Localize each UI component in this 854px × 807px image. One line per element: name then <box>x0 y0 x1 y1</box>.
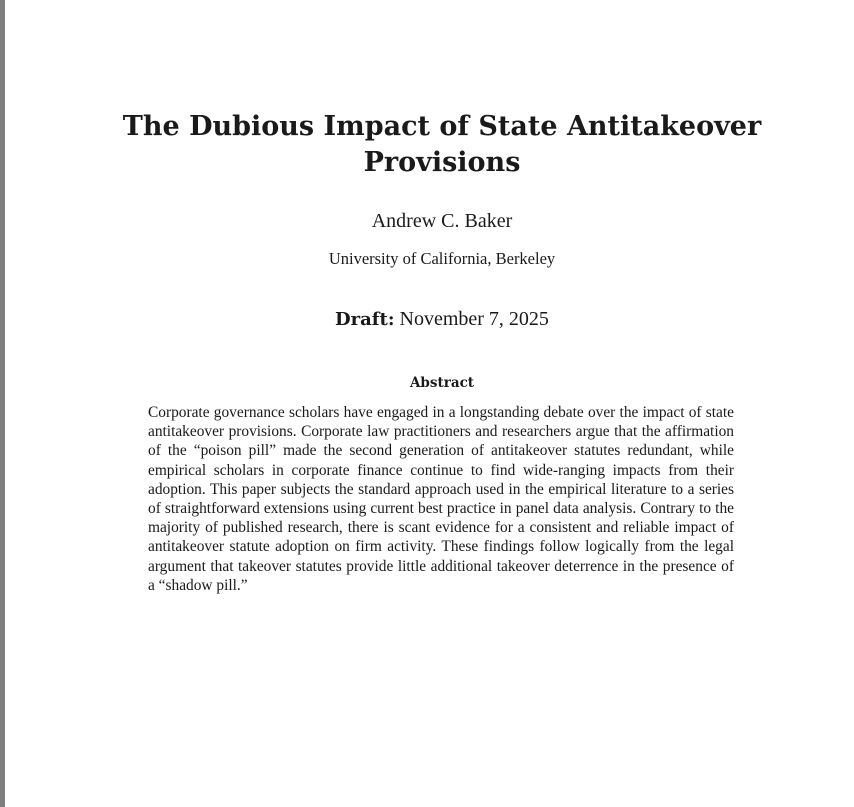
draft-line <box>5 307 854 332</box>
abstract-text: Corporate governance scholars have engaged in a longstanding debate over the impact of state antitakeover provisions. Corporate law practitioners and researchers argue that the affirmation of the “poison pill” made the second generation of antitakeover statutes redundant, while empirical scholars in corporate finance continue to find wide-ranging impacts from their adoption. This paper subjects the standard approach used in the empirical literature to a series of straightforward extensions using current best practice in panel data analysis. Contrary to the majority of published research, there is scant evidence for a consistent and reliable impact of antitakeover statute adoption on firm activity. These findings follow logically from the legal argument that takeover statutes provide little additional takeover deterrence in the presence of a “shadow pill.” <box>148 404 734 594</box>
author-affiliation: University of California, Berkeley <box>328 249 556 268</box>
author-name: Andrew C. Baker <box>371 210 513 232</box>
draft-date: November 7, 2025 <box>399 308 549 330</box>
draft-label: Draft: <box>335 309 395 330</box>
abstract-heading: Abstract <box>409 375 475 391</box>
paper-title: The Dubious Impact of State Antitakeover Provisions <box>122 111 762 178</box>
document-page <box>5 0 854 807</box>
